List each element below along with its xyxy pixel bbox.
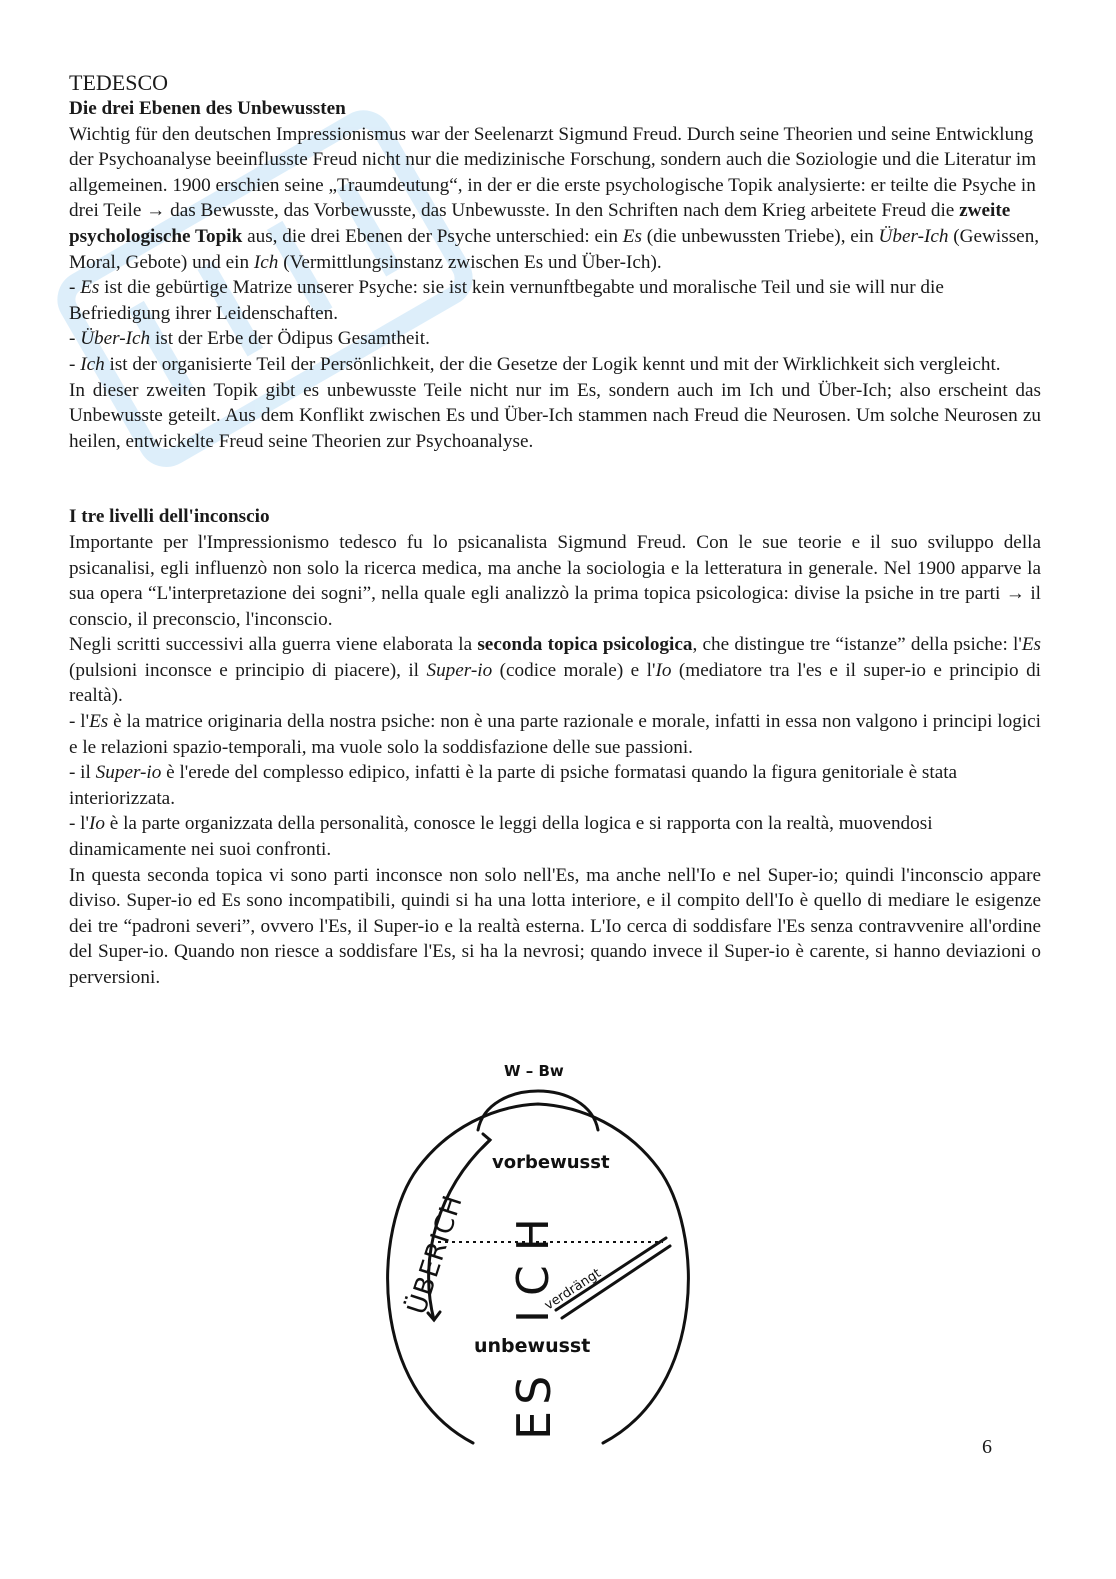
italian-list-item-es: - l'Es è la matrice originaria della nostra psiche: non è una parte razionale e morale, infatti in essa non valgono i principi logici e le relazioni spazio-temporali, ma vuole solo la soddisfazione delle sue passioni. [69,711,1041,758]
label-vorbewusst: vorbewusst [492,1152,610,1173]
italian-paragraph-2: Negli scritti successivi alla guerra viene elaborata la seconda topica psicologica, che distingue tre “istanze” della psiche: l'Es (pulsioni inconsce e principio di piacere), il Super-io (codice morale) e l'Io (mediatore tra l'es e il super-io e principio di realtà). [69,634,1042,707]
verdraengt-line-1 [556,1238,666,1310]
page-number: 6 [982,1436,992,1458]
italian-paragraph-3: In questa seconda topica vi sono parti inconsce non solo nell'Es, ma anche nell'Io e nel Super-io; quindi l'inconscio appare diviso. Super-io ed Es sono incompatibili, quindi si ha una lotta interiore, e il compito dell'Io è quello di mediare le esigenze dei tre “padroni severi”, ovvero l'Es, il Super-io e la realtà esterna. L'Io cerca di soddisfare l'Es senza contravvenire all'ordine del Super-io. Quando non riesce a soddisfare l'Es, si ha la nevrosi; quando invece il Super-io è carente, si hanno deviazioni o perversioni. [69,864,1041,988]
label-ich: ICH [508,1204,559,1323]
german-paragraph-2: In dieser zweiten Topik gibt es unbewusste Teile nicht nur im Es, sondern auch im Ich und Über-Ich; also erscheint das Unbewusste geteilt. Aus dem Konflikt zwischen Es und Über-Ich stammen nach Freud die Neurosen. Um solche Neurosen zu heilen, entwickelte Freud seine Theorien zur Psychoanalyse. [69,379,1041,452]
psyche-diagram [378,1058,698,1458]
italian-heading: I tre livelli dell'inconscio [69,506,270,528]
german-paragraph-1: Wichtig für den deutschen Impressionismus war der Seelenarzt Sigmund Freud. Durch seine Theorien und seine Entwicklung der Psychoanalyse beeinflusste Freud nicht nur die medizinische Forschung, sondern auch die Soziologie und die Literatur im allgemeinen. 1900 erschien seine „Traumdeutung“, in der er die erste psychologische Topik analysierte: er teilte die Psyche in drei Teile → das Bewusste, das Vorbewusste, das Unbewusste. In den Schriften nach dem Krieg arbeitete Freud die zweite psychologische Topik aus, die drei Ebenen der Psyche unterschied: ein Es (die unbewussten Triebe), ein Über-Ich (Gewissen, Moral, Gebote) und ein Ich (Vermittlungsinstanz zwischen Es und Über-Ich). [69,123,1040,273]
italian-list-item-io: - l'Io è la parte organizzata della personalità, conosce le leggi della logica e si rapporta con la realtà, muovendosi dinamicamente nei suoi confronti. [69,813,933,861]
page-title: TEDESCO [69,70,168,95]
label-es: ES [507,1369,561,1440]
german-list-item-ich: - Ich ist der organisierte Teil der Persönlichkeit, der die Gesetze der Logik kennt und mit der Wirklichkeit sich vergleicht. [69,353,1001,375]
italian-list-item-superio: - il Super-io è l'erede del complesso edipico, infatti è la parte di psiche formatasi quando la figura genitoriale è stata interiorizzata. [69,762,958,809]
german-heading: Die drei Ebenen des Unbewussten [69,98,346,119]
italian-paragraph-1: Importante per l'Impressionismo tedesco fu lo psicanalista Sigmund Freud. Con le sue teorie e il suo sviluppo della psicanalisi, egli influenzò non solo la ricerca medica, ma anche la sociologia e la letteratura in generale. Nel 1900 apparve la sua opera “L'interpretazione dei sogni”, nella quale egli analizzò la prima topica psicologica: divise la psiche in tre parti → il conscio, il preconscio, l'inconscio. [69,531,1041,630]
label-w-bw: W – Bw [504,1062,564,1080]
german-list-item-es: - Es ist die gebürtige Matrize unserer Psyche: sie ist kein vernunftbegabte und moralische Teil und sie will nur die Befriedigung ihrer Leidenschaften. [69,277,944,324]
label-ueberich: ÜBERICH [402,1191,469,1319]
label-verdraengt: verdrängt [542,1265,604,1314]
german-list-item-ueberich: - Über-Ich ist der Erbe der Ödipus Gesamtheit. [69,328,430,350]
document-body [69,70,1041,991]
label-unbewusst: unbewusst [474,1335,591,1357]
